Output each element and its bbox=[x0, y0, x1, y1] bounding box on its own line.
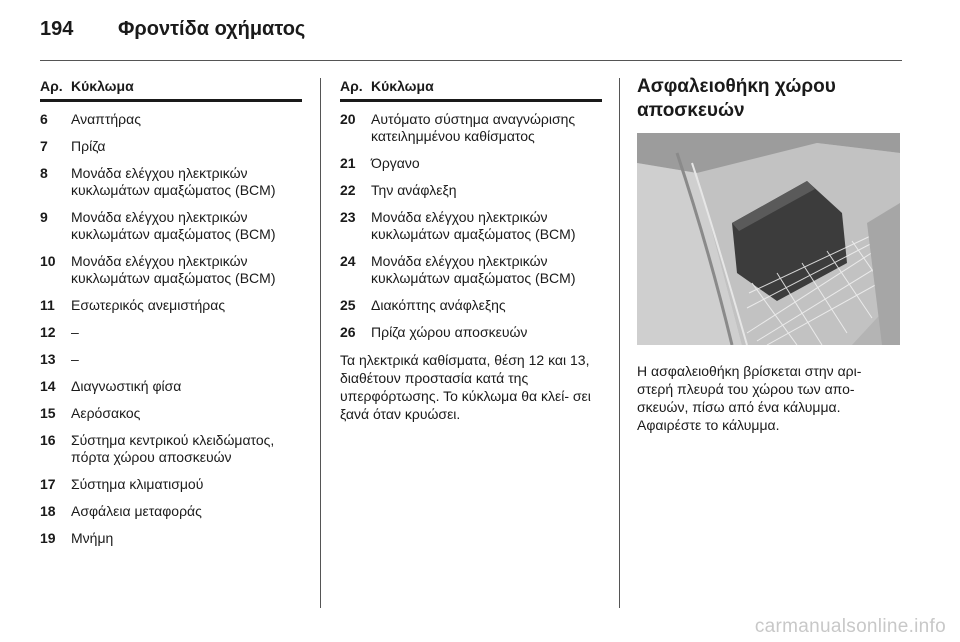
fuse-number: 14 bbox=[40, 378, 56, 394]
fuse-circuit: Πρίζα χώρου αποσκευών bbox=[371, 324, 528, 340]
fuse-number: 22 bbox=[340, 182, 356, 198]
fuse-number: 24 bbox=[340, 253, 356, 269]
fuse-circuit: Ασφάλεια μεταφοράς bbox=[71, 503, 202, 519]
fuse-row bbox=[40, 351, 302, 368]
fuse-table-left bbox=[40, 78, 302, 557]
fuse-row bbox=[340, 182, 602, 199]
fuse-circuit: Πρίζα bbox=[71, 138, 106, 154]
fuse-circuit: Μονάδα ελέγχου ηλεκτρικών κυκλωμάτων αμαξώματος (BCM) bbox=[371, 209, 576, 242]
fuse-circuit: Διαγνωστική φίσα bbox=[71, 378, 182, 394]
fuse-row bbox=[40, 253, 302, 287]
fuse-circuit: Μνήμη bbox=[71, 530, 114, 546]
fuse-table-middle bbox=[340, 78, 602, 423]
fuse-row bbox=[40, 432, 302, 466]
fuse-row bbox=[40, 530, 302, 547]
overload-note: Τα ηλεκτρικά καθίσματα, θέση 12 και 13, διαθέτουν προστασία κατά της υπερφόρτωσης. Το κύκλωμα θα κλεί- σει ξανά όταν κρυώσει. bbox=[340, 352, 591, 422]
fuse-number: 9 bbox=[40, 209, 48, 225]
location-text: Η ασφαλειοθήκη βρίσκεται στην αρι- στερή πλευρά του χώρου των απο- σκευών, πίσω από ένα κάλυμμα. Αφαιρέστε το κάλυμμα. bbox=[637, 363, 862, 433]
fuse-number: 10 bbox=[40, 253, 56, 269]
fuse-circuit: Μονάδα ελέγχου ηλεκτρικών κυκλωμάτων αμαξώματος (BCM) bbox=[71, 209, 276, 242]
fuse-number: 15 bbox=[40, 405, 56, 421]
fuse-box-photo bbox=[637, 133, 900, 345]
fuse-circuit: Σύστημα κεντρικού κλειδώματος, πόρτα χώρου αποσκευών bbox=[71, 432, 275, 465]
fuse-row bbox=[40, 165, 302, 199]
page-title: Φροντίδα οχήματος bbox=[118, 18, 306, 40]
fuse-circuit: Μονάδα ελέγχου ηλεκτρικών κυκλωμάτων αμαξώματος (BCM) bbox=[371, 253, 576, 286]
fuse-rows bbox=[340, 111, 602, 341]
header-divider bbox=[40, 60, 902, 61]
fuse-circuit: Την ανάφλεξη bbox=[371, 182, 457, 198]
fuse-row bbox=[40, 111, 302, 128]
fuse-row bbox=[40, 324, 302, 341]
fuse-row bbox=[340, 155, 602, 172]
luggage-fuse-section bbox=[637, 78, 900, 434]
fuse-row bbox=[40, 405, 302, 422]
fuse-circuit: – bbox=[71, 324, 79, 340]
fuse-number: 20 bbox=[340, 111, 356, 127]
fuse-row bbox=[40, 378, 302, 395]
header-number: Αρ. bbox=[40, 78, 63, 94]
fuse-number: 18 bbox=[40, 503, 56, 519]
fuse-row bbox=[340, 253, 602, 287]
header-number: Αρ. bbox=[340, 78, 363, 94]
fuse-number: 13 bbox=[40, 351, 56, 367]
page-header bbox=[40, 18, 902, 52]
page-number: 194 bbox=[40, 18, 74, 40]
fuse-number: 7 bbox=[40, 138, 48, 154]
header-circuit: Κύκλωμα bbox=[71, 78, 134, 94]
table-header bbox=[340, 78, 602, 102]
fuse-row bbox=[40, 138, 302, 155]
table-header bbox=[40, 78, 302, 102]
fuse-circuit: Διακόπτης ανάφλεξης bbox=[371, 297, 506, 313]
fuse-circuit: Μονάδα ελέγχου ηλεκτρικών κυκλωμάτων αμαξώματος (BCM) bbox=[71, 253, 276, 286]
fuse-rows bbox=[40, 111, 302, 547]
fuse-circuit: Μονάδα ελέγχου ηλεκτρικών κυκλωμάτων αμαξώματος (BCM) bbox=[71, 165, 276, 198]
fuse-row bbox=[340, 111, 602, 145]
section-title: Ασφαλειοθήκη χώρου αποσκευών bbox=[637, 76, 836, 121]
fuse-number: 8 bbox=[40, 165, 48, 181]
fuse-number: 12 bbox=[40, 324, 56, 340]
fuse-number: 21 bbox=[340, 155, 356, 171]
fuse-row bbox=[340, 297, 602, 314]
fuse-circuit: Εσωτερικός ανεμιστήρας bbox=[71, 297, 226, 313]
fuse-row bbox=[340, 209, 602, 243]
fuse-circuit: Όργανο bbox=[371, 155, 420, 171]
fuse-row bbox=[40, 476, 302, 493]
fuse-number: 17 bbox=[40, 476, 56, 492]
fuse-number: 23 bbox=[340, 209, 356, 225]
fuse-circuit: Σύστημα κλιματισμού bbox=[71, 476, 204, 492]
fuse-row bbox=[40, 503, 302, 520]
fuse-circuit: Αερόσακος bbox=[71, 405, 141, 421]
column-divider bbox=[619, 78, 620, 608]
fuse-row bbox=[40, 209, 302, 243]
fuse-number: 11 bbox=[40, 297, 55, 313]
fuse-circuit: – bbox=[71, 351, 79, 367]
column-divider bbox=[320, 78, 321, 608]
header-circuit: Κύκλωμα bbox=[371, 78, 434, 94]
watermark: carmanualsonline.info bbox=[754, 616, 946, 637]
fuse-number: 6 bbox=[40, 111, 48, 127]
fuse-number: 26 bbox=[340, 324, 356, 340]
fuse-row bbox=[340, 324, 602, 341]
fuse-number: 16 bbox=[40, 432, 56, 448]
fuse-circuit: Αυτόματο σύστημα αναγνώρισης κατειλημμένου καθίσματος bbox=[371, 111, 576, 144]
fuse-circuit: Αναπτήρας bbox=[71, 111, 141, 127]
fuse-row bbox=[40, 297, 302, 314]
fuse-number: 19 bbox=[40, 530, 56, 546]
fuse-number: 25 bbox=[340, 297, 356, 313]
